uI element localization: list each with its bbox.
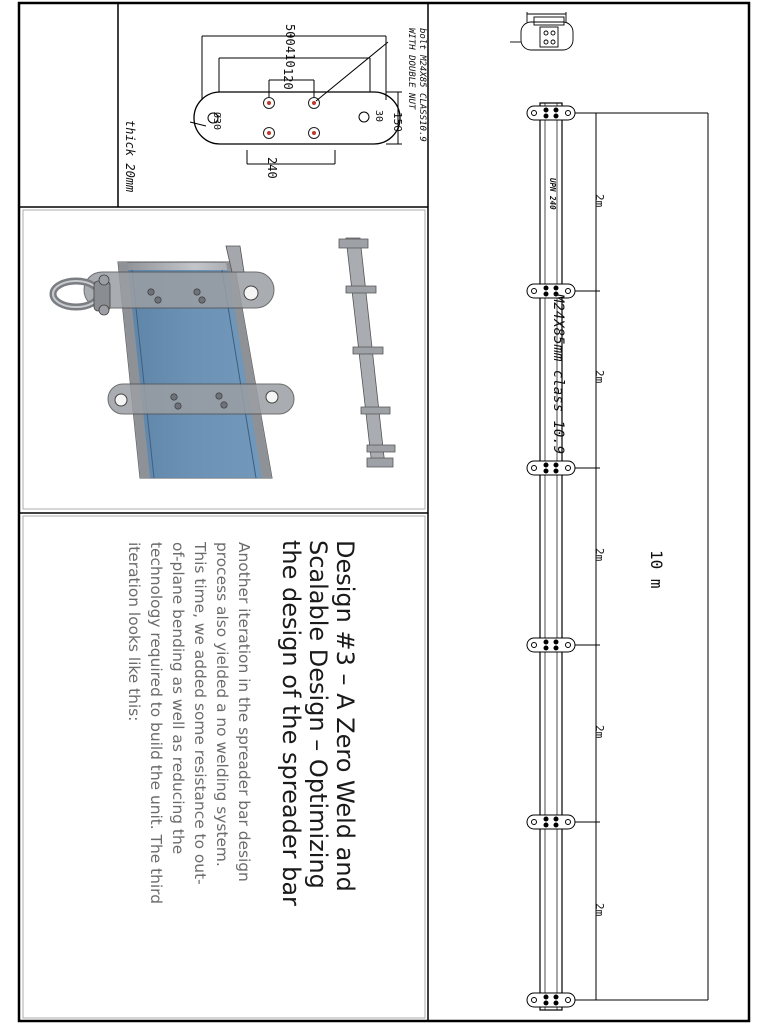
spreader-bar-3d-render	[53, 238, 395, 478]
segment-length-3: 2m	[593, 548, 606, 562]
shackle-icon	[53, 275, 110, 315]
beam-elevation-drawing	[540, 103, 708, 1010]
bolt-spec-label: M24X85mm class 10.9	[550, 294, 566, 455]
beam-connection-plates	[527, 106, 575, 1007]
article-body-line: technology required to build the unit. The third	[147, 542, 165, 904]
dimension-500: 500	[283, 24, 297, 46]
total-length-label: 10 m	[647, 550, 666, 589]
hole-diameter-label: Ø30	[211, 112, 222, 131]
bolt-note-line2: WITH DOUBLE NUT	[406, 28, 416, 110]
article-body-line: Another iteration in the spreader bar design	[235, 542, 253, 882]
dimension-150: 150	[391, 112, 404, 132]
top-view-drawing	[510, 12, 573, 50]
article-body-line: process also yielded a no welding system.	[213, 542, 231, 867]
article-title-line: Scalable Design – Optimizing	[304, 540, 332, 889]
dimension-120: 120	[281, 68, 295, 90]
article-body-line: This time, we added some resistance to out-	[191, 542, 209, 885]
bolt-pattern	[264, 98, 320, 139]
dimension-30: 30	[373, 110, 384, 123]
dimension-240: 240	[265, 157, 279, 179]
article-body-line: of-plane bending as well as reducing the	[169, 542, 187, 855]
spreader-bar-side-view	[339, 238, 395, 467]
dimension-410: 410	[283, 46, 297, 68]
article-title-line: Design #3 – A Zero Weld and	[331, 540, 359, 892]
article-body-line: iteration looks like this:	[125, 542, 143, 722]
plate-thickness-label: thick 20mm	[123, 120, 137, 193]
segment-length-1: 2m	[593, 194, 606, 208]
bolt-note-line1: bolt M24X85 CLASS10.9	[417, 28, 427, 142]
segment-length-5: 2m	[593, 903, 606, 917]
segment-length-2: 2m	[593, 370, 606, 384]
profile-label: UPN 240	[548, 178, 557, 210]
article-title-line: the design of the spreader bar	[277, 540, 305, 906]
segment-length-4: 2m	[593, 725, 606, 739]
